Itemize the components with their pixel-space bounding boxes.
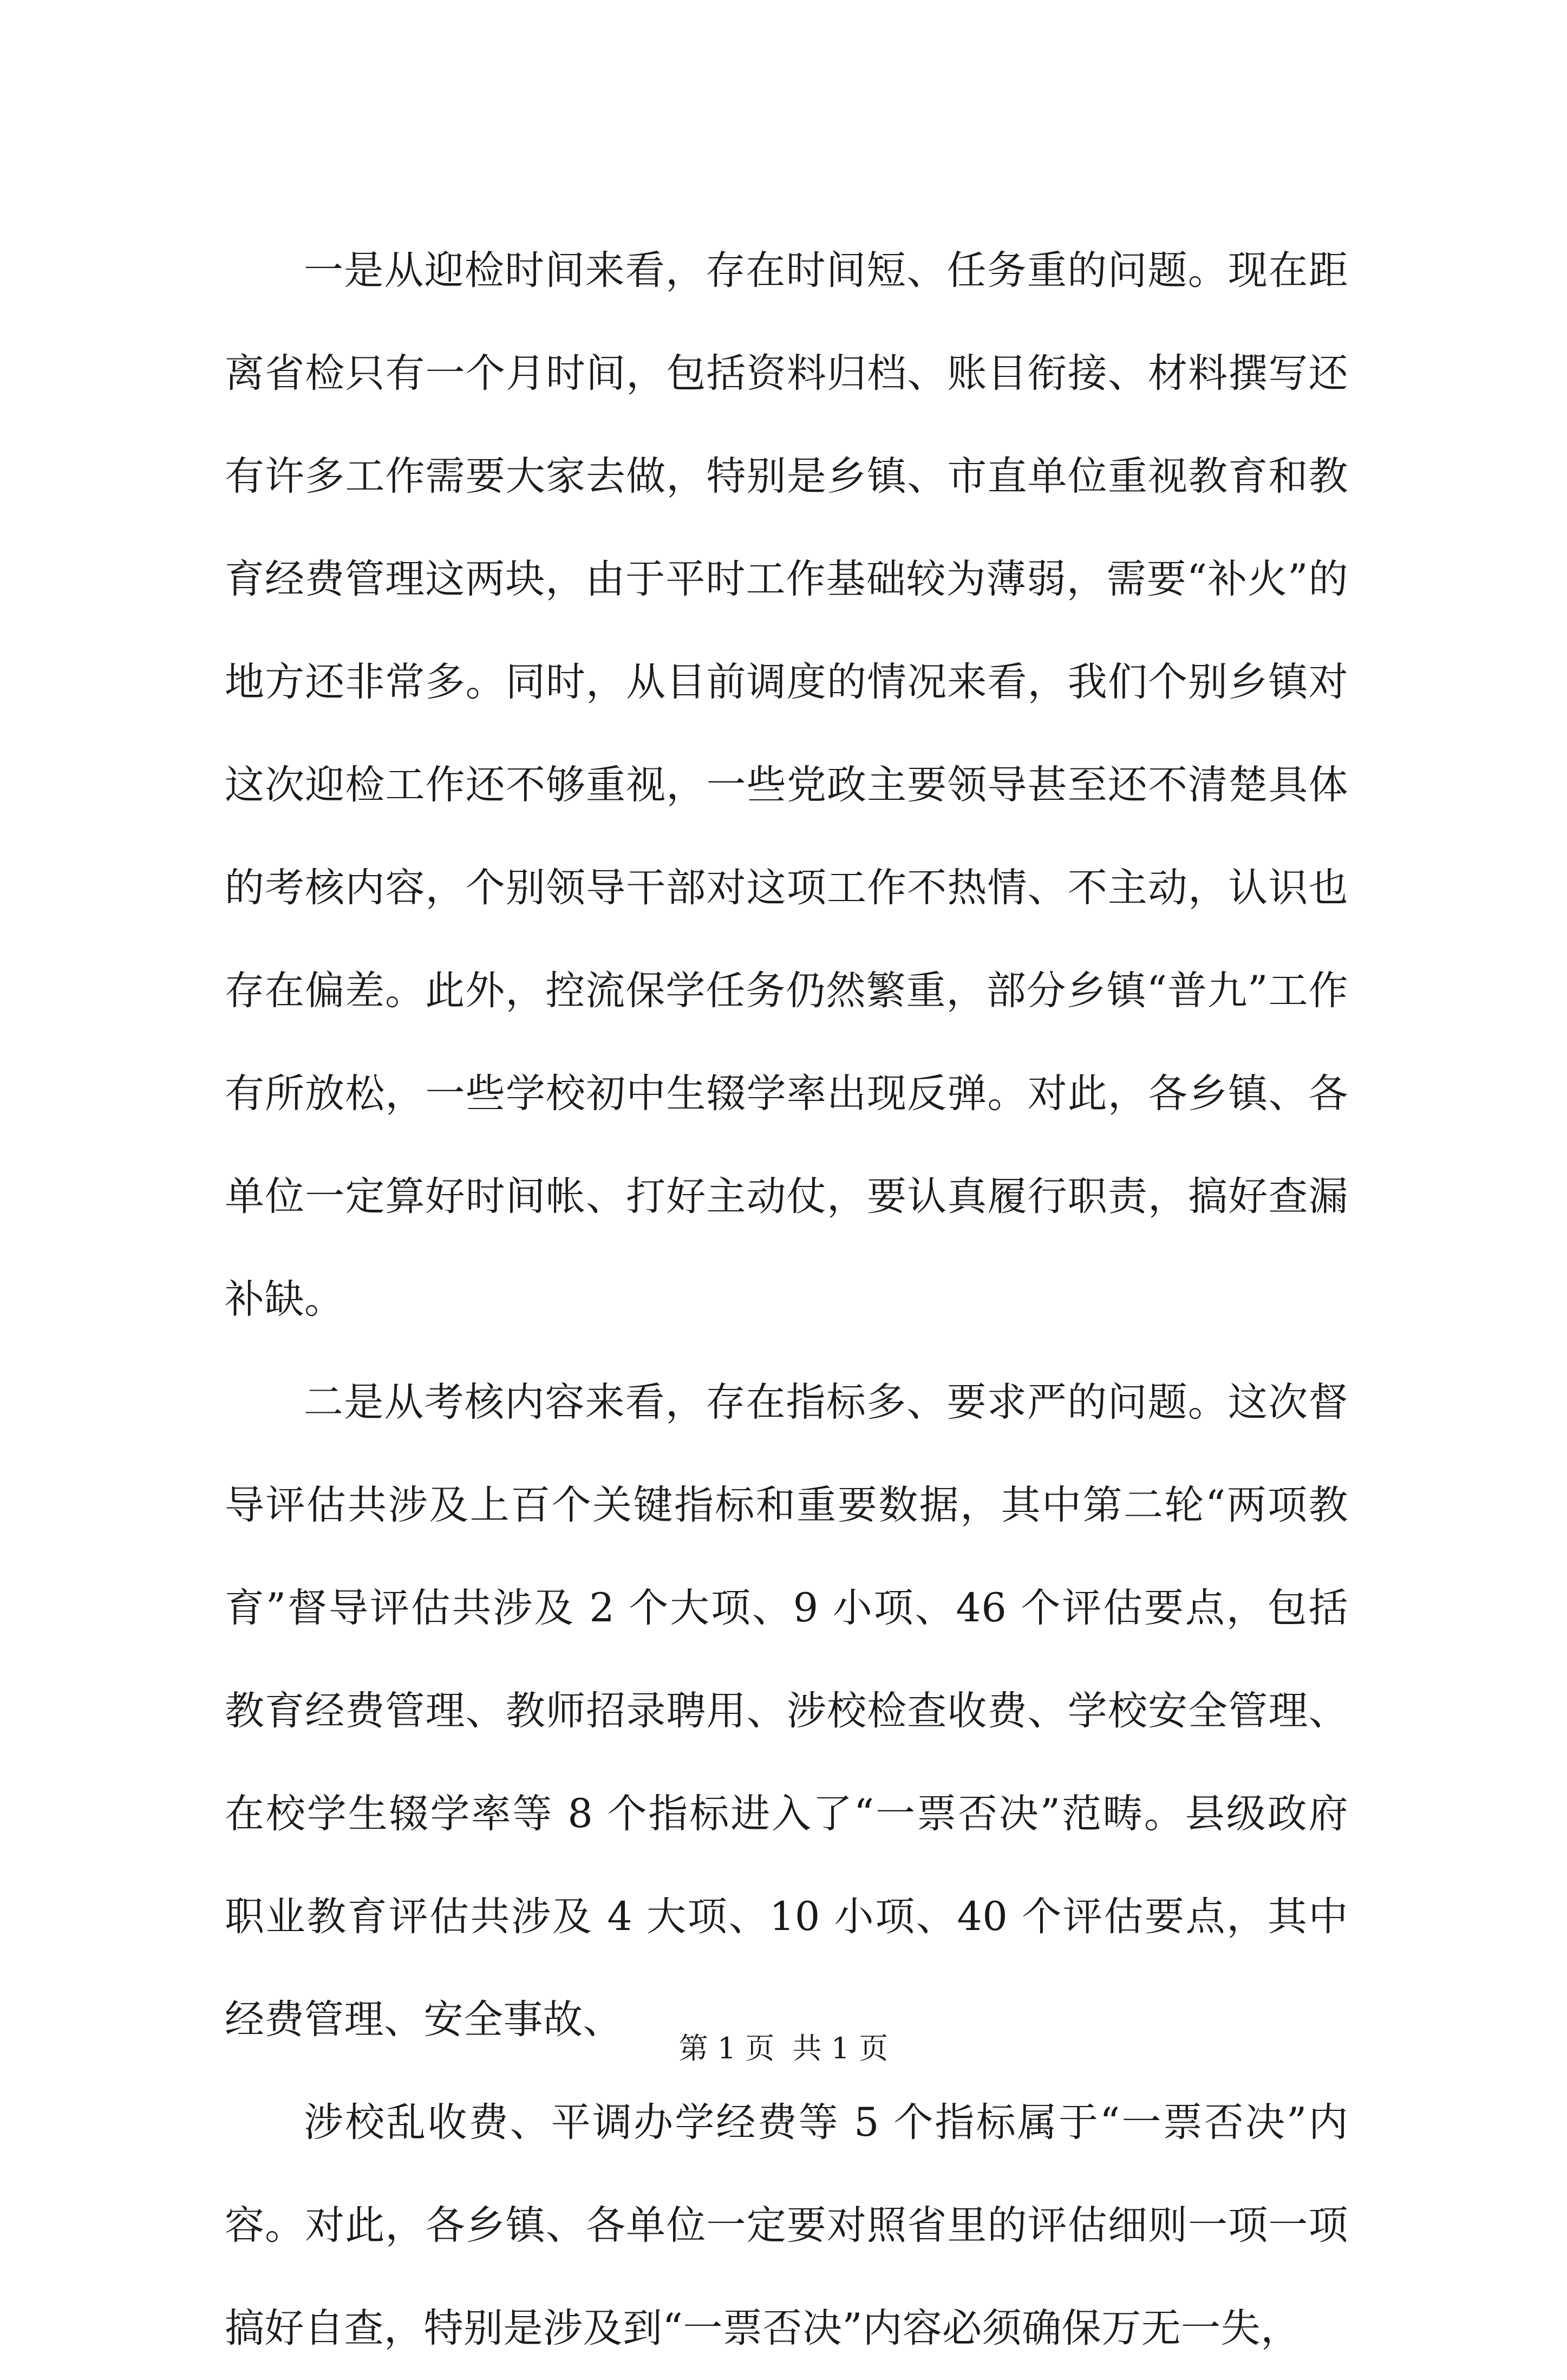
paragraph-2: 二是从考核内容来看，存在指标多、要求严的问题。这次督导评估共涉及上百个关键指标和重要数据，其中第二轮“两项教育”督导评估共涉及 2 个大项、9 小项、46 个评估要点，包括教育经费管理、教师招录聘用、涉校检查收费、学校安全管理、在校学生辍学率等 8 个指标进入了“一票否决”范畴。县级政府职业教育评估共涉及 4 大项、10 小项、40 个评估要点，其中经费管理、安全事故、 [225,1379,1348,2043]
page-footer [0,2030,1567,2068]
paragraph-3: 涉校乱收费、平调办学经费等 5 个指标属于“一票否决”内容。对此，各乡镇、各单位一定要对照省里的评估细则一项一项搞好自查，特别是涉及到“一票否决”内容必须确保万无一失， [225,2099,1348,2351]
page-total: 共 1 页 [792,2031,889,2065]
paragraph-1: 一是从迎检时间来看，存在时间短、任务重的问题。现在距离省检只有一个月时间，包括资料归档、账目衔接、材料撰写还有许多工作需要大家去做，特别是乡镇、市直单位重视教育和教育经费管理这两块，由于平时工作基础较为薄弱，需要“补火”的地方还非常多。同时，从目前调度的情况来看，我们个别乡镇对这次迎检工作还不够重视，一些党政主要领导甚至还不清楚具体的考核内容，个别领导干部对这项工作不热情、不主动，认识也存在偏差。此外，控流保学任务仍然繁重，部分乡镇“普九”工作有所放松，一些学校初中生辍学率出现反弹。对此，各乡镇、各单位一定算好时间帐、打好主动仗，要认真履行职责，搞好查漏补缺。 [225,247,1348,1322]
page-number: 第 1 页 [678,2031,775,2065]
